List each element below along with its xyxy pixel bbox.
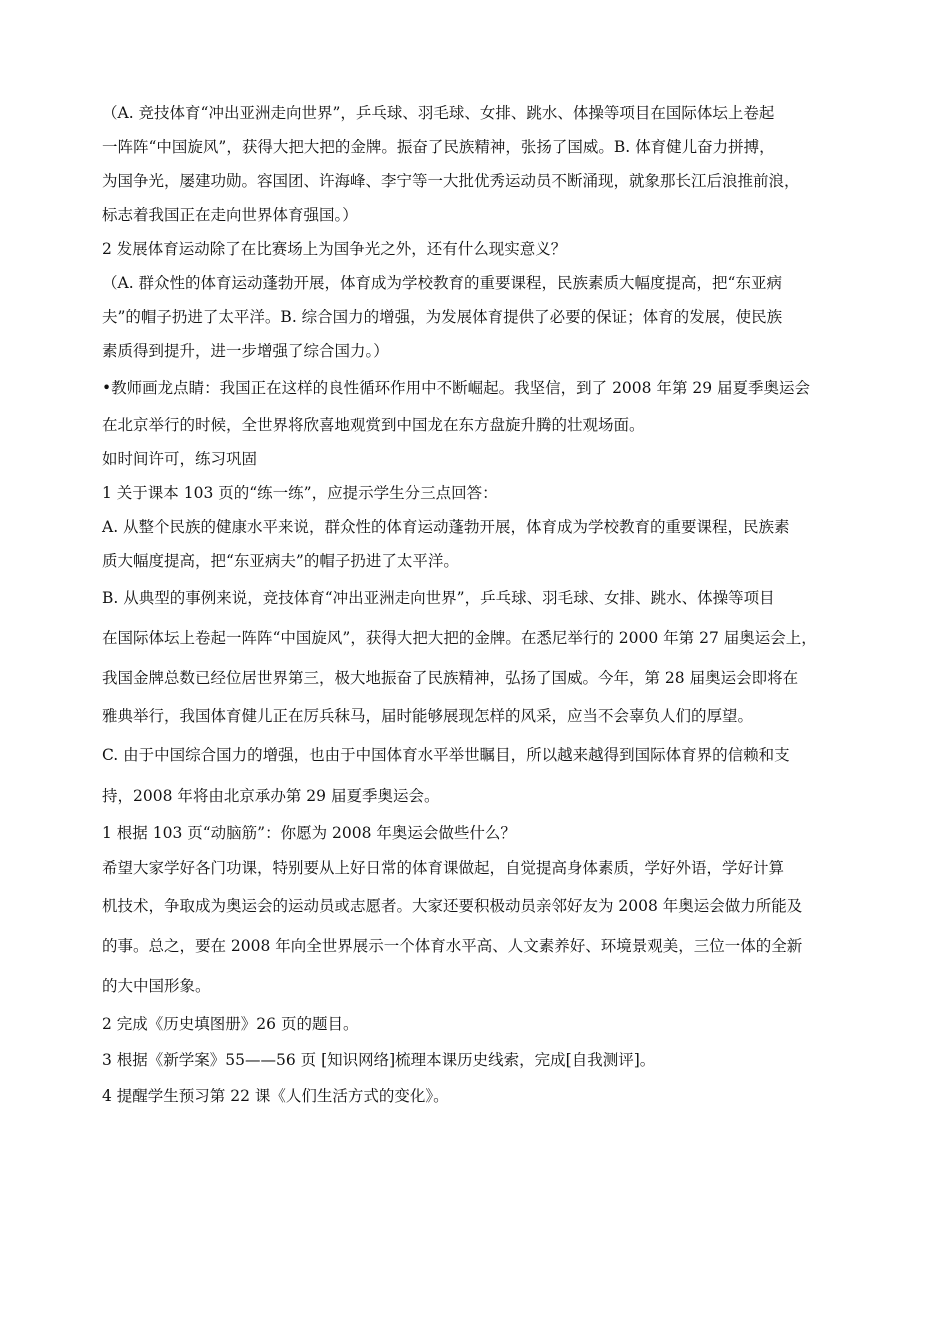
task-item-3: 3 根据《新学案》55——56 页 [知识网络]梳理本课历史线索，完成[自我测评]。 bbox=[102, 1051, 656, 1069]
practice-item-1: 1 关于课本 103 页的“练一练”，应提示学生分三点回答： bbox=[102, 484, 498, 502]
text-line-4: 标志着我国正在走向世界体育强国。） bbox=[102, 206, 358, 224]
question-2: 2 发展体育运动除了在比赛场上为国争光之外，还有什么现实意义？ bbox=[102, 240, 567, 258]
text-line-7: 夫”的帽子扔进了太平洋。B. 综合国力的增强，为发展体育提供了必要的保证；体育的发展，使民族 bbox=[102, 308, 783, 326]
text-line-22: 希望大家学好各门功课，特别要从上好日常的体育课做起，自觉提高身体素质，学好外语，学好计算 bbox=[102, 859, 785, 877]
task-item-4: 4 提醒学生预习第 22 课《人们生活方式的变化》。 bbox=[102, 1087, 449, 1105]
teacher-summary: •教师画龙点睛：我国正在这样的良性循环作用中不断崛起。我坚信，到了 2008 年第 29 届夏季奥运会 bbox=[102, 379, 811, 397]
point-c: C. 由于中国综合国力的增强，也由于中国体育水平举世瞩目，所以越来越得到国际体育界的信赖和支 bbox=[102, 746, 790, 764]
text-line-10: 在北京举行的时候，全世界将欣喜地观赏到中国龙在东方盘旋升腾的壮观场面。 bbox=[102, 416, 645, 434]
point-a: A. 从整个民族的健康水平来说，群众性的体育运动蓬勃开展，体育成为学校教育的重要课程，民族素 bbox=[102, 518, 790, 536]
text-line-2: 一阵阵“中国旋风”，获得大把大把的金牌。振奋了民族精神，张扬了国威。B. 体育健儿奋力拼搏， bbox=[102, 138, 775, 156]
point-b: B. 从典型的事例来说，竞技体育“冲出亚洲走向世界”，乒乓球、羽毛球、女排、跳水、体操等项目 bbox=[102, 589, 775, 607]
text-line-1: （A. 竞技体育“冲出亚洲走向世界”，乒乓球、羽毛球、女排、跳水、体操等项目在国际体坛上卷起 bbox=[102, 104, 775, 122]
text-line-3: 为国争光，屡建功勋。容国团、许海峰、李宁等一大批优秀运动员不断涌现，就象那长江后浪推前浪， bbox=[102, 172, 800, 190]
text-line-8: 素质得到提升，进一步增强了综合国力。） bbox=[102, 342, 389, 360]
think-item-1: 1 根据 103 页“动脑筋”：你愿为 2008 年奥运会做些什么？ bbox=[102, 824, 516, 842]
text-line-23: 机技术，争取成为奥运会的运动员或志愿者。大家还要积极动员亲邻好友为 2008 年奥运会做力所能及 bbox=[102, 897, 803, 915]
task-item-2: 2 完成《历史填图册》26 页的题目。 bbox=[102, 1015, 359, 1033]
text-line-18: 雅典举行，我国体育健儿正在厉兵秣马，届时能够展现怎样的风采，应当不会辜负人们的厚望。 bbox=[102, 707, 754, 725]
text-line-14: 质大幅度提高，把“东亚病夫”的帽子扔进了太平洋。 bbox=[102, 552, 459, 570]
text-line-24: 的事。总之，要在 2008 年向全世界展示一个体育水平高、人文素养好、环境景观美，三位一体的全新 bbox=[102, 937, 803, 955]
practice-heading: 如时间许可，练习巩固 bbox=[102, 450, 258, 468]
text-line-25: 的大中国形象。 bbox=[102, 977, 211, 995]
text-line-16: 在国际体坛上卷起一阵阵“中国旋风”，获得大把大把的金牌。在悉尼举行的 2000 年第 27 届奥运会上， bbox=[102, 629, 817, 647]
text-line-20: 持，2008 年将由北京承办第 29 届夏季奥运会。 bbox=[102, 787, 440, 805]
text-line-6: （A. 群众性的体育运动蓬勃开展，体育成为学校教育的重要课程，民族素质大幅度提高，把“东亚病 bbox=[102, 274, 782, 292]
text-line-17: 我国金牌总数已经位居世界第三，极大地振奋了民族精神，弘扬了国威。今年，第 28 届奥运会即将在 bbox=[102, 669, 799, 687]
